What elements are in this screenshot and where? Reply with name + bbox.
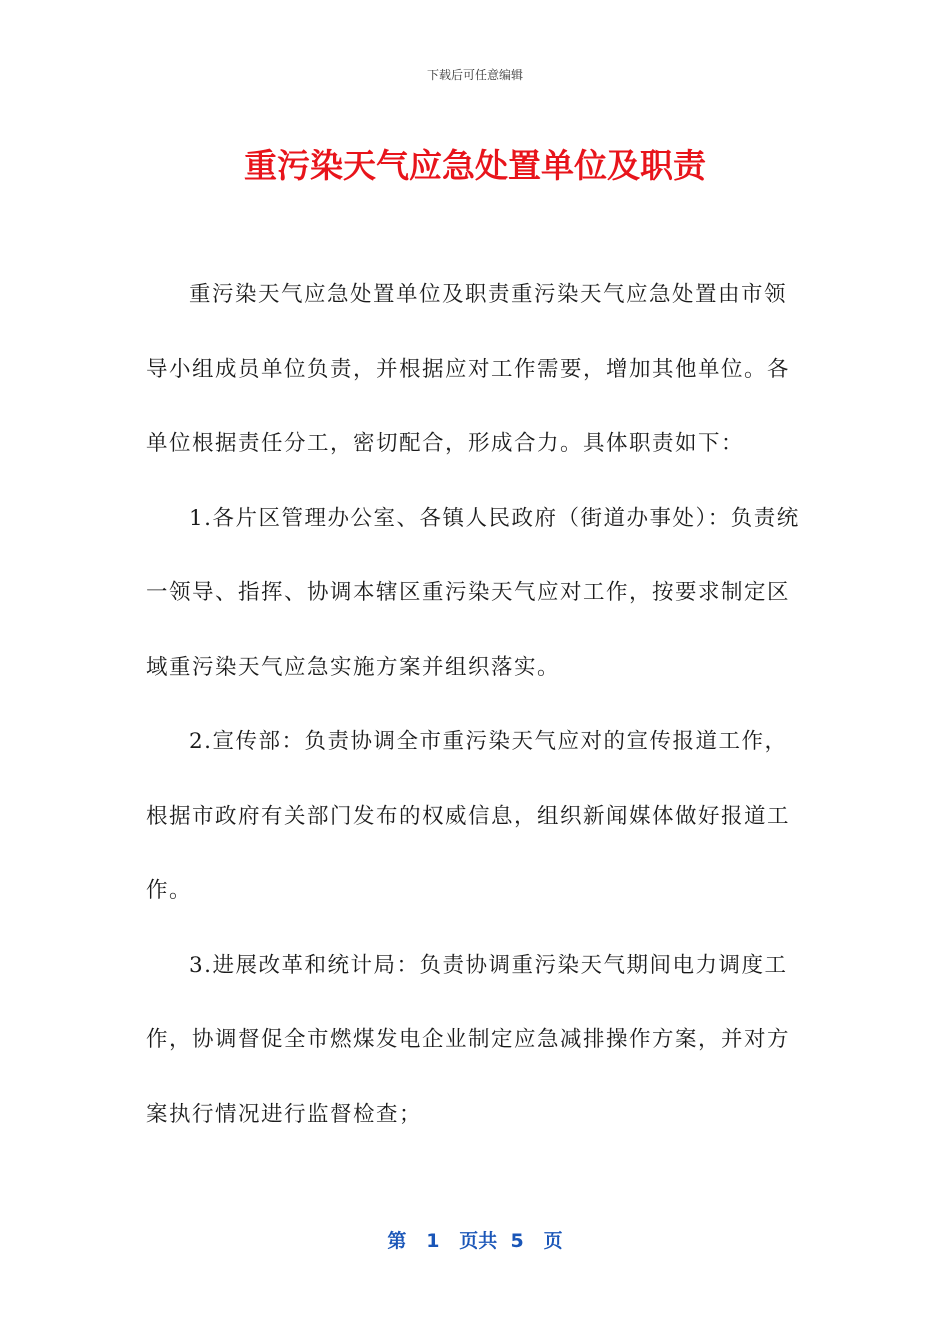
page-header: 下载后可任意编辑 <box>426 68 523 82</box>
document-title: 重污染天气应急处置单位及职责 <box>244 146 706 185</box>
page-total: 5 <box>510 1230 524 1252</box>
document-body <box>146 258 806 1152</box>
paragraph-item-1: 1.各片区管理办公室、各镇人民政府（街道办事处）：负责统一领导、指挥、协调本辖区重污染天气应对工作，按要求制定区域重污染天气应急实施方案并组织落实。 <box>146 505 800 680</box>
page-current: 1 <box>426 1230 440 1252</box>
page-number-footer <box>0 1226 950 1253</box>
paragraph-intro: 重污染天气应急处置单位及职责重污染天气应急处置由市领导小组成员单位负责，并根据应对工作需要，增加其他单位。各单位根据责任分工，密切配合，形成合力。具体职责如下： <box>146 282 791 456</box>
paragraph-item-3: 3.进展改革和统计局：负责协调重污染天气期间电力调度工作，协调督促全市燃煤发电企业制定应急减排操作方案，并对方案执行情况进行监督检查； <box>146 952 791 1127</box>
page-prefix: 第 <box>387 1230 407 1252</box>
page-middle: 页共 <box>459 1230 498 1252</box>
paragraph-item-2: 2.宣传部：负责协调全市重污染天气应对的宣传报道工作，根据市政府有关部门发布的权威信息，组织新闻媒体做好报道工作。 <box>146 729 791 903</box>
page-suffix: 页 <box>543 1230 563 1252</box>
